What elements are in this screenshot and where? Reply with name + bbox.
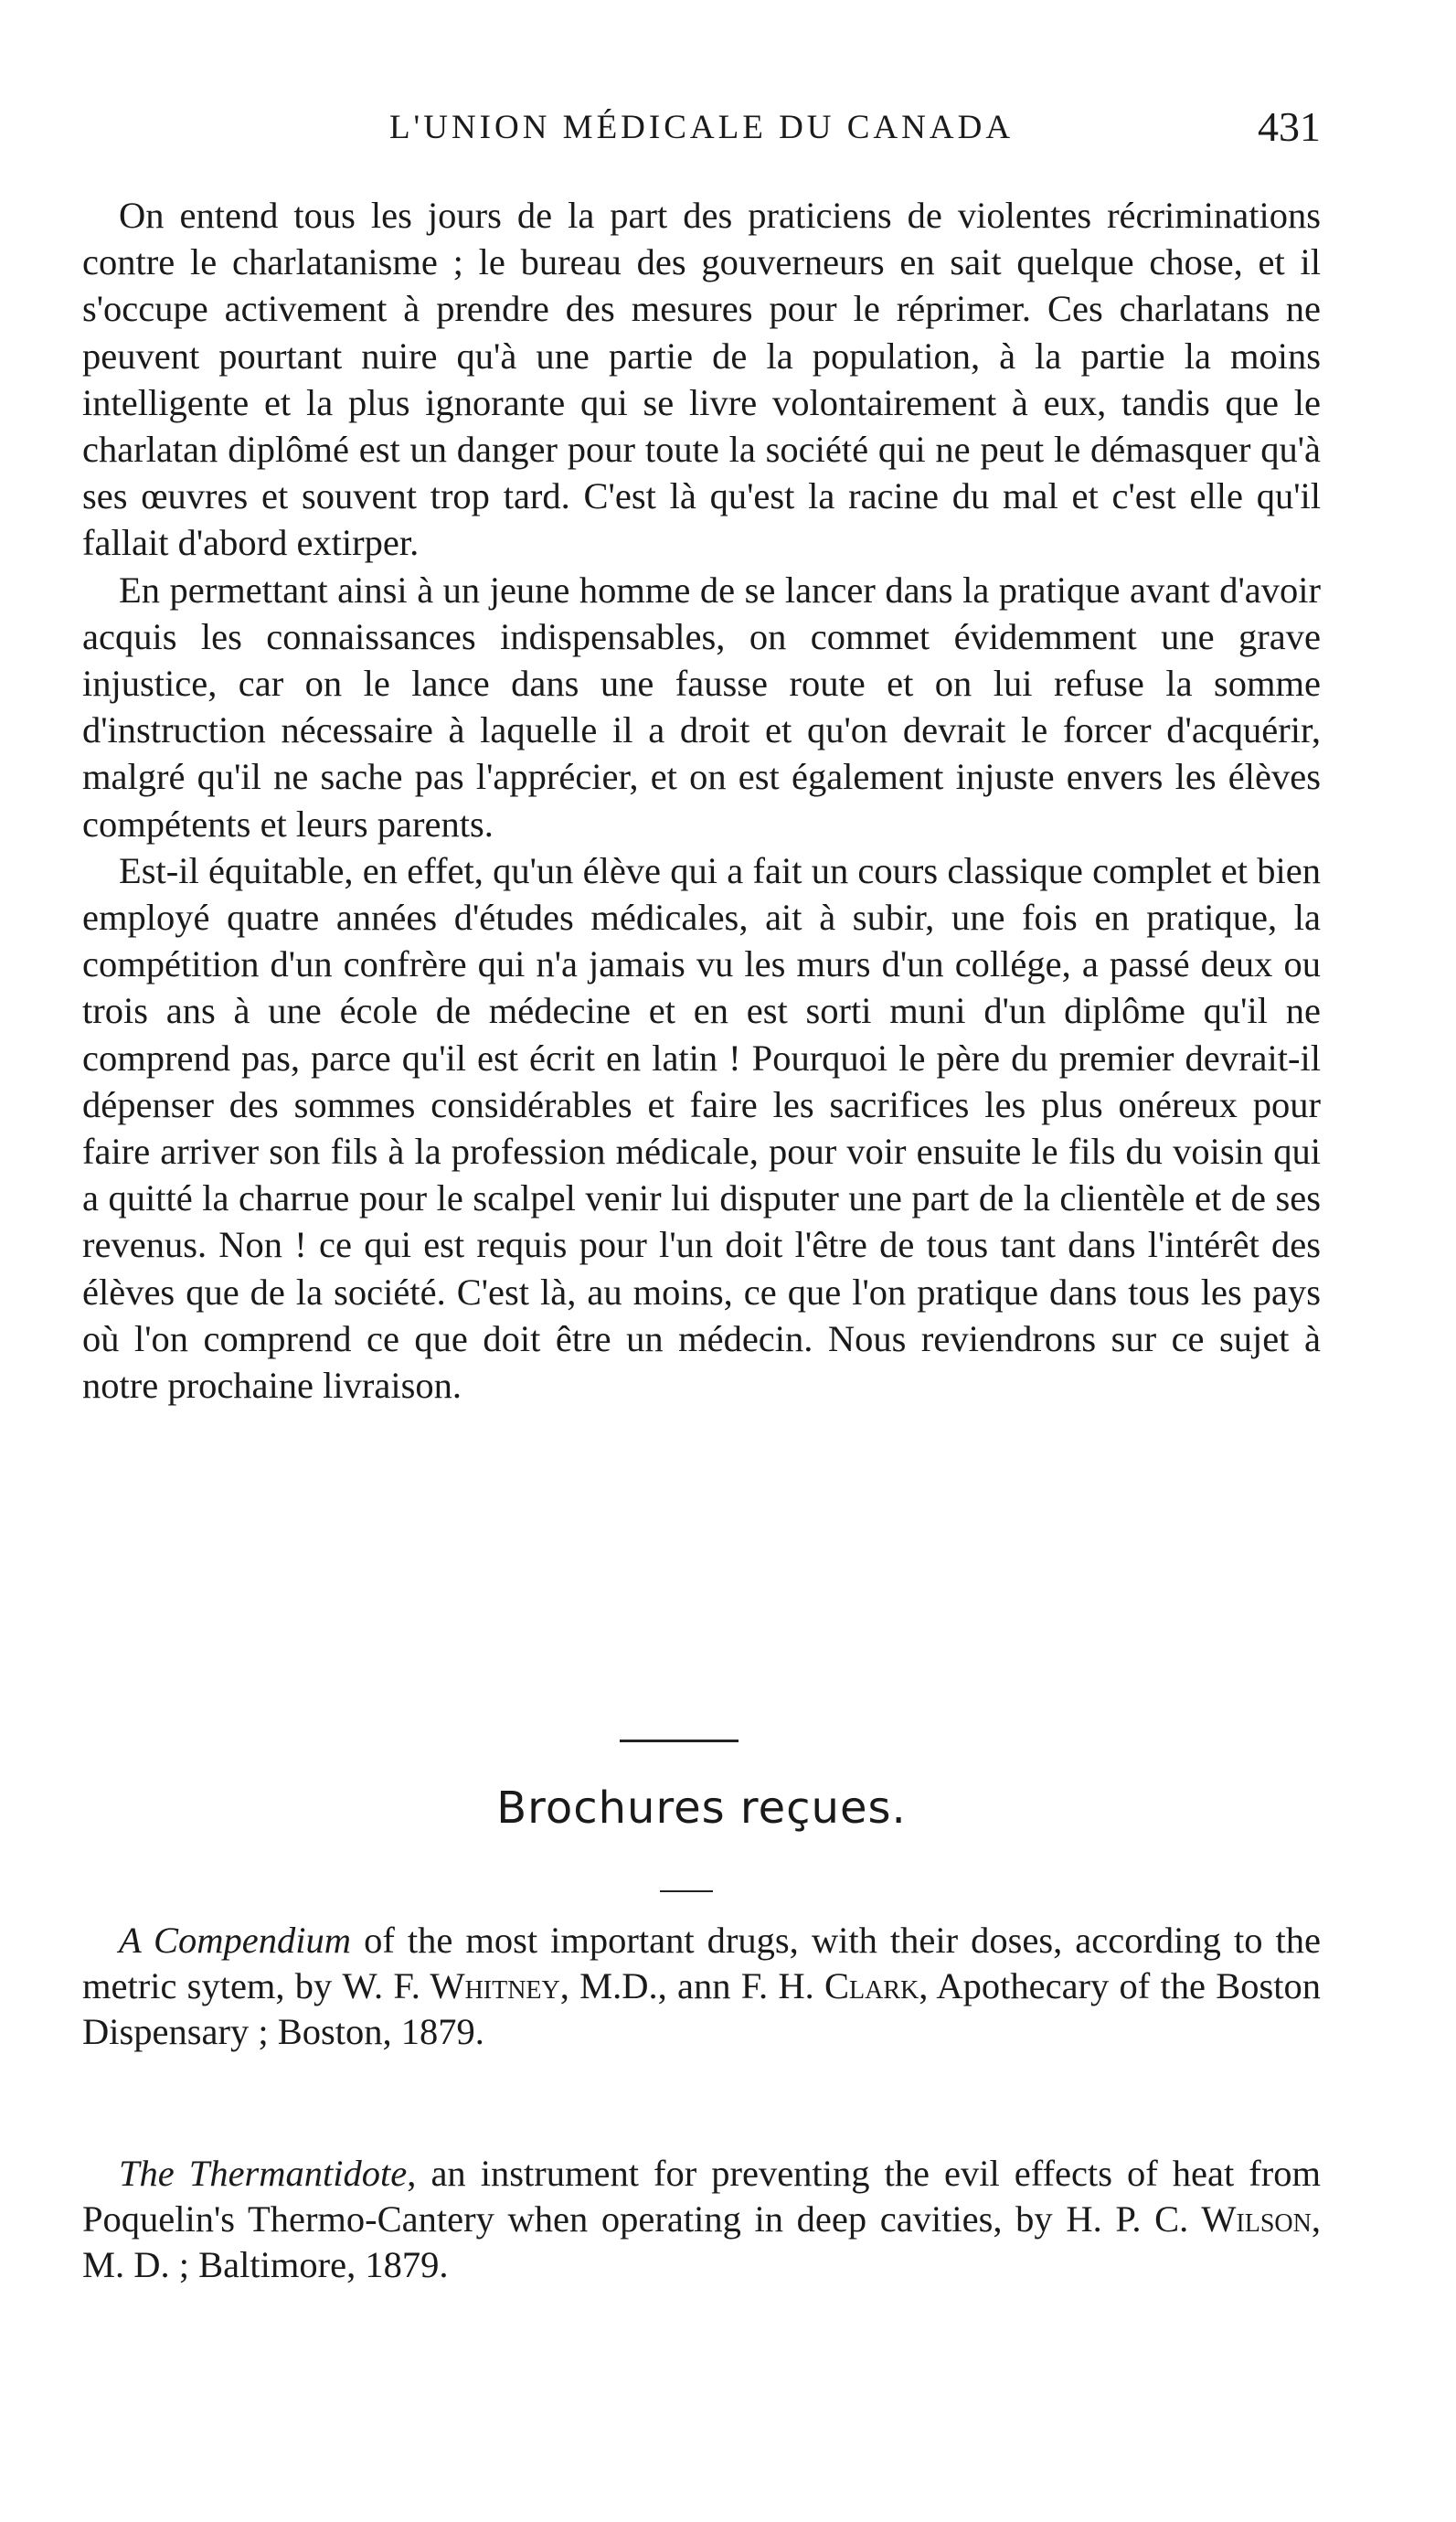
brochure-entry [82, 1918, 1321, 2055]
article-body [82, 192, 1321, 1409]
brochure-author: W. F. Whitney [342, 1965, 560, 2006]
brochure-author: H. P. C. Wilson [1066, 2198, 1312, 2240]
running-head [82, 103, 1321, 163]
brochure-text: of the most important drugs, with their doses, according to the metric sytem, by [82, 1920, 1321, 2006]
brochure-author: F. H. Clark [740, 1965, 919, 2006]
brochure-text: , an instrument for preventing the evil effects of heat from Poquelin's Thermo-Cantery when operating in deep cavities, by [82, 2153, 1321, 2240]
page-number: 431 [1258, 103, 1321, 150]
brochure-entry [82, 2151, 1321, 2288]
body-paragraph: En permettant ainsi à un jeune homme de se lancer dans la pratique avant d'avoir acquis les connaissances indispensables, on commet évidemment une grave injustice, car on le lance dans une fausse route et on lui refuse la somme d'instruction nécessaire à laquelle il a droit et qu'on devrait le forcer d'acquérir, malgré qu'il ne sache pas l'apprécier, et on est également injuste envers les élèves compétents et leurs parents. [82, 569, 1321, 845]
brochure-title: The Thermantidote [119, 2153, 408, 2194]
section-divider [620, 1740, 739, 1742]
body-paragraph: Est-il équitable, en effet, qu'un élève qui a fait un cours classique complet et bien employé quatre années d'études médicales, ait à subir, une fois en pratique, la compétition d'un confrère qui n'a jamais vu les murs d'un collége, a passé deux ou trois ans à une école de médecine et en est sorti muni d'un diplôme qu'il ne comprend pas, parce qu'il est écrit en latin ! Pourquoi le père du premier devrait-il dépenser des sommes considérables et faire les sacrifices les plus onéreux pour faire arriver son fils à la profession médicale, pour voir ensuite le fils du voisin qui a quitté la charrue pour le scalpel venir lui disputer une part de la clientèle et de ses revenus. Non ! ce qui est requis pour l'un doit l'être de tous tant dans l'intérêt des élèves que de la société. C'est là, au moins, ce que l'on pratique dans tous les pays où l'on comprend ce que doit être un médecin. Nous reviendrons sur ce sujet à notre prochaine livraison. [82, 849, 1321, 1407]
body-paragraph: On entend tous les jours de la part des praticiens de violentes récriminations contre le charlatanisme ; le bureau des gouverneurs en sait quelque chose, et il s'occupe activement à prendre des mesures pour le réprimer. Ces charlatans ne peuvent pourtant nuire qu'à une partie de la population, à la partie la moins intelligente et la plus ignorante qui se livre volontairement à eux, tandis que le charlatan diplômé est un danger pour toute la société qui ne peut le démasquer qu'à ses œuvres et souvent trop tard. C'est là qu'est la racine du mal et c'est elle qu'il fallait d'abord extirper. [82, 195, 1321, 564]
brochure-text: , M. D. ; Baltimore, 1879. [82, 2198, 1321, 2285]
journal-title: L'UNION MÉDICALE DU CANADA [388, 109, 1015, 146]
brochure-text: , M.D., ann [559, 1965, 741, 2006]
brochure-text: , Apothecary of the Boston Dispensary ; Boston, 1879. [82, 1965, 1321, 2052]
brochure-title: A Compendium [119, 1920, 352, 1961]
section-heading: Brochures reçues. [496, 1782, 907, 1834]
heading-underline-rule [660, 1890, 713, 1892]
